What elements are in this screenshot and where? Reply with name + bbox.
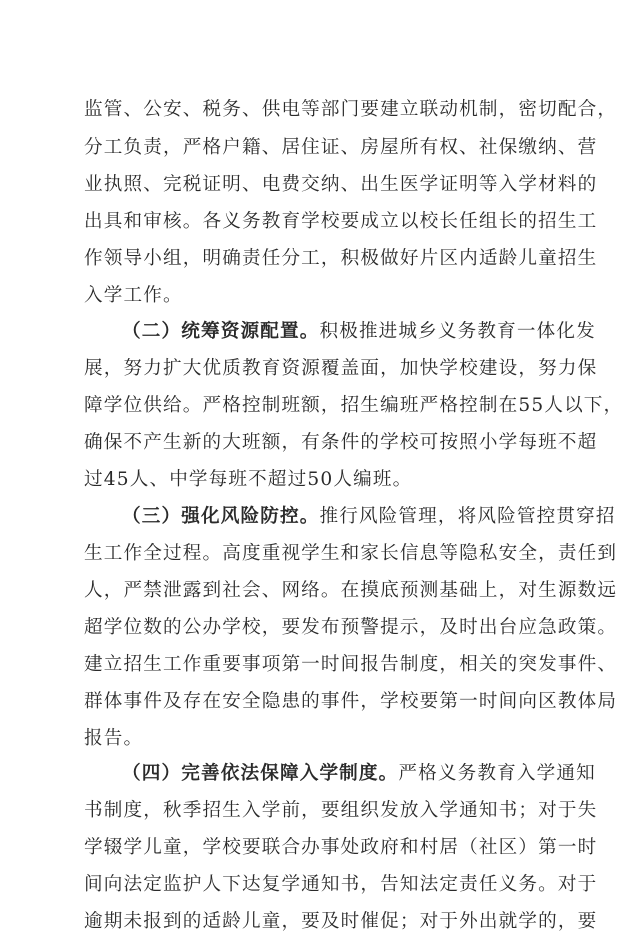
section-heading: （二）统筹资源配置。	[122, 321, 320, 342]
text-span: 严格义务教育入学通知	[398, 763, 596, 784]
text-line: 业执照、完税证明、电费交纳、出生医学证明等入学材料的	[84, 174, 598, 195]
paragraph-first-line	[122, 762, 596, 786]
text-line: 确保不产生新的大班额，有条件的学校可按照小学每班不超	[84, 432, 598, 453]
text-line: 过45人、中学每班不超过50人编班。	[84, 469, 413, 490]
text-line: 分工负责，严格户籍、居住证、房屋所有权、社保缴纳、营	[84, 137, 598, 158]
text-line: 出具和审核。各义务教育学校要成立以校长任组长的招生工	[84, 211, 598, 232]
paragraph-first-line	[122, 320, 596, 344]
text-line: 报告。	[84, 728, 144, 749]
text-line: 书制度，秋季招生入学前，要组织发放入学通知书；对于失	[84, 800, 598, 821]
text-span: 积极推进城乡义务教育一体化发	[319, 321, 596, 342]
text-line: 群体事件及存在安全隐患的事件，学校要第一时间向区教体局	[84, 691, 618, 712]
text-line: 逾期未报到的适龄儿童，要及时催促；对于外出就学的，要	[84, 911, 598, 932]
text-line: 间向法定监护人下达复学通知书，告知法定责任义务。对于	[84, 874, 598, 895]
text-line: 生工作全过程。高度重视学生和家长信息等隐私安全，责任到	[84, 543, 618, 564]
section-heading: （三）强化风险防控。	[122, 506, 320, 527]
text-line: 人，严禁泄露到社会、网络。在摸底预测基础上，对生源数远	[84, 580, 618, 601]
text-line: 作领导小组，明确责任分工，积极做好片区内适龄儿童招生	[84, 248, 598, 269]
text-line: 展，努力扩大优质教育资源覆盖面，加快学校建设，努力保	[84, 358, 598, 379]
section-heading: （四）完善依法保障入学制度。	[122, 763, 399, 784]
text-line: 超学位数的公办学校，要发布预警提示，及时出台应急政策。	[84, 617, 618, 638]
text-line: 障学位供给。严格控制班额，招生编班严格控制在55人以下，	[84, 395, 624, 416]
text-line: 学辍学儿童，学校要联合办事处政府和村居（社区）第一时	[84, 837, 598, 858]
text-line: 建立招生工作重要事项第一时间报告制度，相关的突发事件、	[84, 654, 618, 675]
text-line: 监管、公安、税务、供电等部门要建立联动机制，密切配合，	[84, 99, 618, 120]
paragraph-first-line	[122, 505, 616, 529]
text-line: 入学工作。	[84, 285, 183, 306]
text-span: 推行风险管理，将风险管控贯穿招	[319, 506, 616, 527]
